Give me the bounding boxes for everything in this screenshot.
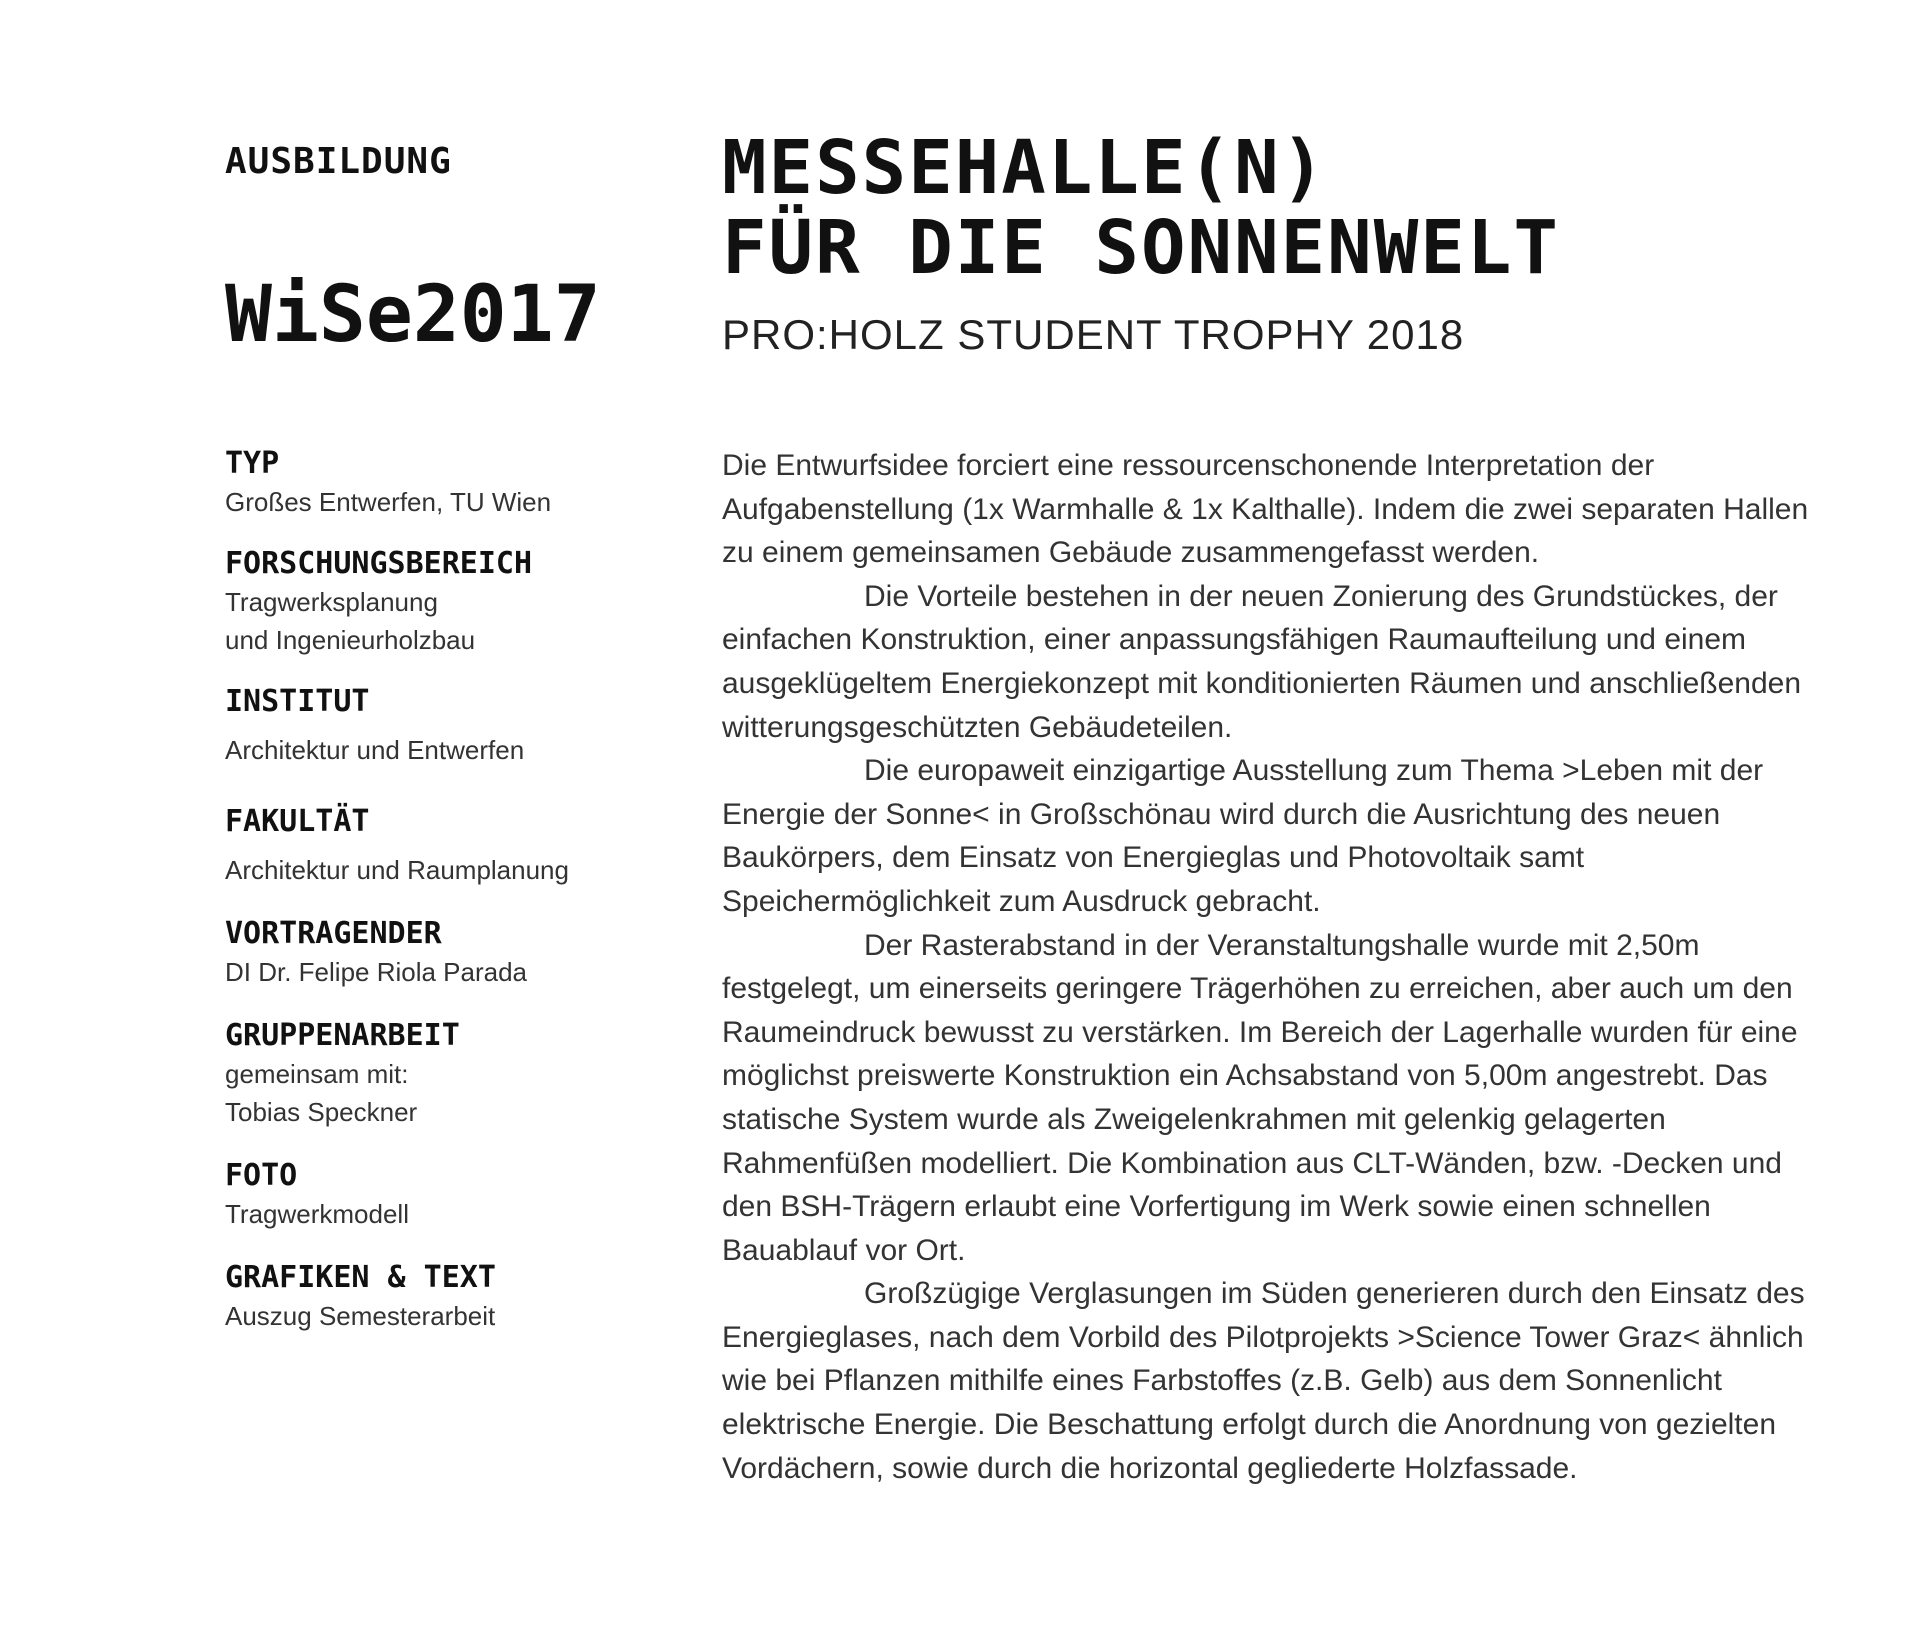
meta-value: Auszug Semesterarbeit [225, 1301, 496, 1331]
body-paragraph-2: Die Vorteile bestehen in der neuen Zonierung des Grundstückes, der einfachen Konstruktion, einer anpassungsfähigen Raumaufteilung und einem ausgeklügeltem Energiekonzept mit konditionierten Räumen und anschließenden witterungsgeschützten Gebäudeteilen. [722, 579, 1802, 744]
title-line-1: MESSEHALLE(N) [722, 125, 1328, 211]
body-text [722, 444, 1827, 1490]
meta-value: Architektur und Entwerfen [225, 735, 525, 765]
body-paragraph-3: Die europaweit einzigartige Ausstellung zum Thema >Leben mit der Energie der Sonne< in Großschönau wird durch die Ausrichtung des neuen Baukörpers, dem Einsatz von Energieglas und Photovoltaik samt Speichermöglichkeit zum Ausdruck gebracht. [722, 754, 1764, 918]
meta-fakultaet [225, 803, 665, 889]
meta-vortragender [225, 915, 665, 991]
body-paragraph-5: Großzügige Verglasungen im Süden generieren durch den Einsatz des Energieglases, nach dem Vorbild des Pilotprojekts >Science Tower Graz< ähnlich wie bei Pflanzen mithilfe eines Farbstoffes (z.B. Gelb) aus dem Sonnenlicht elektrische Energie. Die Beschattung erfolgt durch die Anordnung von gezielten Vordächern, sowie durch die horizontal gegliederte Holzfassade. [722, 1277, 1805, 1485]
meta-label: FAKULTÄT [225, 804, 370, 839]
meta-value: Tobias Speckner [225, 1097, 418, 1127]
meta-label: TYP [225, 446, 280, 481]
meta-label: GRUPPENARBEIT [225, 1018, 460, 1053]
page-subtitle: PRO:HOLZ STUDENT TROPHY 2018 [722, 311, 1465, 358]
meta-foto [225, 1157, 665, 1233]
meta-institut [225, 683, 665, 769]
section-label: AUSBILDUNG [225, 141, 452, 182]
meta-value: DI Dr. Felipe Riola Parada [225, 957, 528, 987]
meta-label: INSTITUT [225, 684, 370, 719]
meta-label: FORSCHUNGSBEREICH [225, 546, 533, 581]
title-line-2: FÜR DIE SONNENWELT [722, 205, 1560, 291]
meta-label: GRAFIKEN & TEXT [225, 1260, 496, 1295]
meta-label: FOTO [225, 1158, 298, 1193]
meta-forschungsbereich [225, 545, 665, 659]
meta-typ [225, 445, 665, 521]
meta-label: VORTRAGENDER [225, 916, 442, 951]
meta-grafiken [225, 1259, 665, 1335]
meta-value: Tragwerkmodell [225, 1199, 409, 1229]
meta-value: Architektur und Raumplanung [225, 855, 569, 885]
page-title [722, 125, 1560, 291]
meta-value: Großes Entwerfen, TU Wien [225, 487, 552, 517]
body-paragraph-1: Die Entwurfsidee forciert eine ressourcenschonende Interpretation der Aufgabenstellung (1x Warmhalle & 1x Kalthalle). Indem die zwei separaten Hallen zu einem gemeinsamen Gebäude zusammengefasst werden. [722, 449, 1809, 570]
meta-gruppenarbeit [225, 1017, 665, 1131]
semester-heading: WiSe2017 [225, 270, 601, 360]
meta-value: gemeinsam mit: [225, 1059, 409, 1089]
body-paragraph-4: Der Rasterabstand in der Veranstaltungshalle wurde mit 2,50m festgelegt, um einerseits geringere Trägerhöhen zu erreichen, aber auch um den Raumeindruck bewusst zu verstärken. Im Bereich der Lagerhalle wurden für eine möglichst preiswerte Konstruktion ein Achsabstand von 5,00m angestrebt. Das statische System wurde als Zweigelenkrahmen mit gelenkig gelagerten Rahmenfüßen modelliert. Die Kombination aus CLT-Wänden, bzw. -Decken und den BSH-Trägern erlaubt eine Vorfertigung im Werk sowie einen schnellen Bauablauf vor Ort. [722, 928, 1798, 1267]
meta-value: und Ingenieurholzbau [225, 625, 476, 655]
meta-value: Tragwerksplanung [225, 587, 438, 617]
project-meta [225, 445, 665, 1335]
